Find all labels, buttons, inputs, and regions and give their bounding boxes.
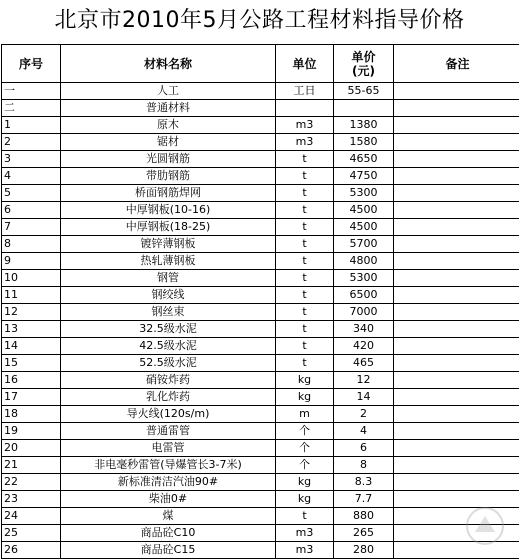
cell-price: 6: [334, 440, 394, 457]
table-row: [2, 236, 519, 253]
cell-name: 桥面钢筋焊网: [61, 185, 276, 202]
cell-unit: kg: [276, 474, 334, 491]
cell-price: 8: [334, 457, 394, 474]
cell-unit: m3: [276, 134, 334, 151]
cell-price: 12: [334, 372, 394, 389]
header-no: 序号: [2, 45, 61, 83]
cell-no: 11: [2, 287, 61, 304]
cell-unit: t: [276, 304, 334, 321]
cell-note: [394, 474, 519, 491]
cell-name: 导火线(120s/m): [61, 406, 276, 423]
cell-no: 2: [2, 134, 61, 151]
cell-no: 9: [2, 253, 61, 270]
cell-unit: 个: [276, 423, 334, 440]
cell-price: 1380: [334, 117, 394, 134]
cell-name: 中厚钢板(18-25): [61, 219, 276, 236]
cell-unit: t: [276, 185, 334, 202]
cell-unit: m3: [276, 117, 334, 134]
cell-name: 商品砼C10: [61, 525, 276, 542]
cell-price: 7000: [334, 304, 394, 321]
table-row: [2, 219, 519, 236]
cell-note: [394, 253, 519, 270]
cell-note: [394, 134, 519, 151]
cell-no: 24: [2, 508, 61, 525]
cell-note: [394, 219, 519, 236]
table-row: [2, 525, 519, 542]
cell-note: [394, 83, 519, 100]
cell-no: 21: [2, 457, 61, 474]
cell-no: 5: [2, 185, 61, 202]
cell-price: 4750: [334, 168, 394, 185]
cell-unit: t: [276, 338, 334, 355]
cell-price: 265: [334, 525, 394, 542]
table-row: [2, 304, 519, 321]
cell-no: 1: [2, 117, 61, 134]
header-price-line2: (元): [352, 63, 375, 78]
cell-unit: [276, 100, 334, 117]
cell-price: 880: [334, 508, 394, 525]
table-row: [2, 321, 519, 338]
table-row: [2, 338, 519, 355]
cell-no: 19: [2, 423, 61, 440]
cell-unit: t: [276, 202, 334, 219]
cell-no: 15: [2, 355, 61, 372]
table-row: [2, 202, 519, 219]
cell-price: 4650: [334, 151, 394, 168]
cell-unit: t: [276, 508, 334, 525]
cell-no: 20: [2, 440, 61, 457]
header-name: 材料名称: [61, 45, 276, 83]
cell-price: 6500: [334, 287, 394, 304]
table-row: [2, 491, 519, 508]
table-row: [2, 185, 519, 202]
table-row: [2, 168, 519, 185]
cell-unit: t: [276, 287, 334, 304]
cell-price: 1580: [334, 134, 394, 151]
cell-no: 16: [2, 372, 61, 389]
table-row: [2, 423, 519, 440]
cell-note: [394, 338, 519, 355]
table-row: [2, 134, 519, 151]
cell-unit: kg: [276, 389, 334, 406]
cell-note: [394, 287, 519, 304]
cell-note: [394, 270, 519, 287]
cell-price: 4500: [334, 219, 394, 236]
cell-no: 22: [2, 474, 61, 491]
cell-name: 32.5级水泥: [61, 321, 276, 338]
cell-price: 5300: [334, 185, 394, 202]
cell-note: [394, 236, 519, 253]
cell-note: [394, 151, 519, 168]
cell-unit: t: [276, 168, 334, 185]
cell-note: [394, 168, 519, 185]
cell-note: [394, 185, 519, 202]
cell-price: 4500: [334, 202, 394, 219]
cell-note: [394, 542, 519, 559]
cell-no: 25: [2, 525, 61, 542]
cell-no: 一: [2, 83, 61, 100]
header-unit: 单位: [276, 45, 334, 83]
cell-unit: 个: [276, 440, 334, 457]
cell-name: 电雷管: [61, 440, 276, 457]
cell-price: 55-65: [334, 83, 394, 100]
cell-no: 3: [2, 151, 61, 168]
table-row: [2, 372, 519, 389]
table-row: [2, 508, 519, 525]
cell-unit: t: [276, 151, 334, 168]
cell-name: 柴油0#: [61, 491, 276, 508]
cell-name: 中厚钢板(10-16): [61, 202, 276, 219]
cell-note: [394, 202, 519, 219]
cell-price: 14: [334, 389, 394, 406]
table-row: [2, 474, 519, 491]
cell-price: 8.3: [334, 474, 394, 491]
cell-no: 18: [2, 406, 61, 423]
cell-unit: t: [276, 219, 334, 236]
table-row: [2, 100, 519, 117]
cell-note: [394, 457, 519, 474]
cell-price: 2: [334, 406, 394, 423]
cell-unit: t: [276, 253, 334, 270]
cell-note: [394, 423, 519, 440]
cell-note: [394, 525, 519, 542]
table-row: [2, 287, 519, 304]
table-row: [2, 83, 519, 100]
table-row: [2, 151, 519, 168]
cell-note: [394, 100, 519, 117]
cell-unit: t: [276, 321, 334, 338]
header-price-line1: 单价: [351, 49, 376, 64]
cell-price: 7.7: [334, 491, 394, 508]
cell-name: 非电毫秒雷管(导爆管长3-7米): [61, 457, 276, 474]
cell-name: 普通雷管: [61, 423, 276, 440]
cell-price: 340: [334, 321, 394, 338]
cell-name: 钢丝束: [61, 304, 276, 321]
cell-note: [394, 355, 519, 372]
cell-unit: t: [276, 236, 334, 253]
cell-unit: m3: [276, 525, 334, 542]
cell-unit: t: [276, 355, 334, 372]
table-row: [2, 270, 519, 287]
price-table: [1, 44, 519, 559]
table-row: [2, 117, 519, 134]
cell-name: 煤: [61, 508, 276, 525]
cell-note: [394, 508, 519, 525]
cell-note: [394, 321, 519, 338]
cell-note: [394, 491, 519, 508]
cell-price: 4800: [334, 253, 394, 270]
cell-note: [394, 440, 519, 457]
cell-unit: 个: [276, 457, 334, 474]
cell-no: 12: [2, 304, 61, 321]
cell-unit: kg: [276, 491, 334, 508]
table-row: [2, 457, 519, 474]
cell-price: 4: [334, 423, 394, 440]
cell-note: [394, 389, 519, 406]
cell-name: 普通材料: [61, 100, 276, 117]
header-price: [334, 45, 394, 83]
table-row: [2, 253, 519, 270]
cell-price: 5300: [334, 270, 394, 287]
cell-unit: kg: [276, 372, 334, 389]
cell-no: 二: [2, 100, 61, 117]
table-body: [2, 83, 519, 559]
table-row: [2, 542, 519, 559]
page-title: 北京市2010年5月公路工程材料指导价格: [54, 8, 465, 33]
cell-price: 420: [334, 338, 394, 355]
cell-no: 14: [2, 338, 61, 355]
cell-no: 10: [2, 270, 61, 287]
cell-price: 280: [334, 542, 394, 559]
cell-note: [394, 406, 519, 423]
cell-unit: 工日: [276, 83, 334, 100]
cell-unit: t: [276, 270, 334, 287]
cell-price: 5700: [334, 236, 394, 253]
cell-no: 17: [2, 389, 61, 406]
table-row: [2, 389, 519, 406]
cell-name: 镀锌薄钢板: [61, 236, 276, 253]
cell-name: 乳化炸药: [61, 389, 276, 406]
cell-name: 带肋钢筋: [61, 168, 276, 185]
cell-name: 硝铵炸药: [61, 372, 276, 389]
table-row: [2, 406, 519, 423]
cell-name: 锯材: [61, 134, 276, 151]
cell-name: 原木: [61, 117, 276, 134]
cell-unit: m3: [276, 542, 334, 559]
cell-no: 6: [2, 202, 61, 219]
cell-name: 钢管: [61, 270, 276, 287]
cell-note: [394, 372, 519, 389]
cell-name: 人工: [61, 83, 276, 100]
cell-name: 钢绞线: [61, 287, 276, 304]
cell-no: 26: [2, 542, 61, 559]
cell-no: 4: [2, 168, 61, 185]
cell-name: 新标准清洁汽油90#: [61, 474, 276, 491]
cell-unit: m: [276, 406, 334, 423]
cell-name: 52.5级水泥: [61, 355, 276, 372]
cell-name: 光圆钢筋: [61, 151, 276, 168]
cell-no: 8: [2, 236, 61, 253]
cell-price: 465: [334, 355, 394, 372]
cell-no: 23: [2, 491, 61, 508]
cell-note: [394, 117, 519, 134]
table-row: [2, 440, 519, 457]
cell-name: 42.5级水泥: [61, 338, 276, 355]
cell-price: [334, 100, 394, 117]
cell-name: 商品砼C15: [61, 542, 276, 559]
table-header-row: [2, 45, 519, 83]
cell-no: 7: [2, 219, 61, 236]
cell-no: 13: [2, 321, 61, 338]
header-note: 备注: [394, 45, 519, 83]
cell-name: 热轧薄钢板: [61, 253, 276, 270]
cell-note: [394, 304, 519, 321]
table-row: [2, 355, 519, 372]
